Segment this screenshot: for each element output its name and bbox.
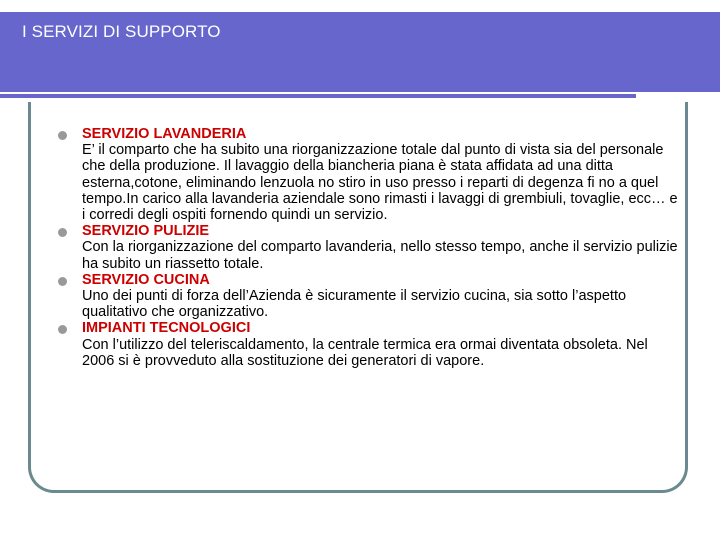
list-item-lavanderia bbox=[58, 126, 678, 223]
bullet-dot-icon bbox=[58, 277, 67, 286]
item-heading: SERVIZIO CUCINA bbox=[82, 271, 210, 288]
slide-title: I SERVIZI DI SUPPORTO bbox=[22, 22, 221, 41]
item-heading: SERVIZIO PULIZIE bbox=[82, 223, 210, 240]
item-heading: SERVIZIO LAVANDERIA bbox=[82, 126, 247, 142]
list-item-impianti bbox=[58, 320, 678, 369]
item-description: E’ il comparto che ha subito una riorganizzazione totale dal punto di vista sia del personale che della produzione. Il lavaggio della biancheria piana è stata affidata ad una ditta esterna,cotone, eliminando lenzuola no stiro in uso presso i reparti di degenza fi no a quel tempo.In carico alla lavanderia aziendale sono rimasti i lavaggi di grembiuli, tovaglie, ecc… e i corredi degli ospiti fornendo quindi un servizio. bbox=[82, 142, 678, 224]
list-item-cucina bbox=[58, 272, 678, 321]
header-notch bbox=[692, 0, 720, 12]
list-item-pulizie bbox=[58, 223, 678, 272]
item-description: Uno dei punti di forza dell’Azienda è sicuramente il servizio cucina, sia sotto l’aspetto qualitativo che organizzativo. bbox=[82, 288, 627, 321]
bullet-dot-icon bbox=[58, 131, 67, 140]
bullet-dot-icon bbox=[58, 325, 67, 334]
item-description: Con l’utilizzo del teleriscaldamento, la centrale termica era ormai diventata obsoleta. Nel 2006 si è provveduto alla sostituzione dei generatori di vapore. bbox=[82, 336, 648, 369]
item-heading: IMPIANTI TECNOLOGICI bbox=[82, 320, 251, 337]
item-description: Con la riorganizzazione del comparto lavanderia, nello stesso tempo, anche il servizio pulizie ha subito un riassetto totale. bbox=[82, 239, 678, 272]
header-rule bbox=[0, 94, 636, 98]
bullet-dot-icon bbox=[58, 228, 67, 237]
bullet-list bbox=[58, 126, 678, 369]
